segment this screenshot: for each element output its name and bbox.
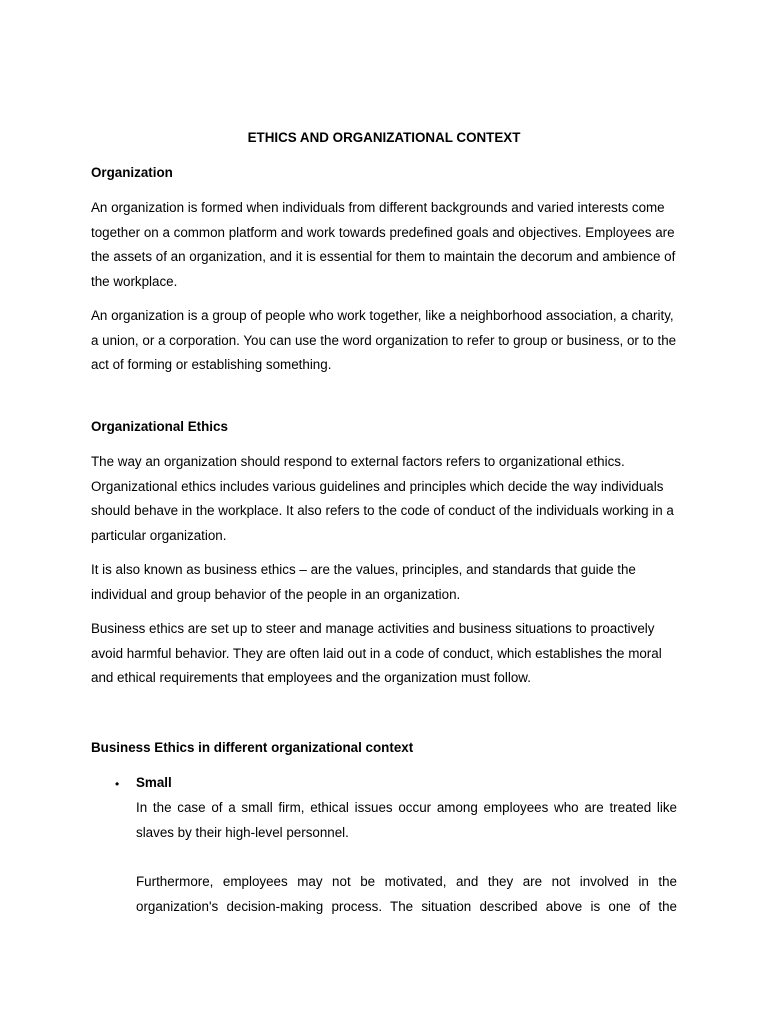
- bullet-title-small: Small: [136, 775, 172, 790]
- document-title: ETHICS AND ORGANIZATIONAL CONTEXT: [247, 130, 521, 145]
- org-ethics-paragraph-1: The way an organization should respond to external factors refers to organizational ethics. Organizational ethics includes various guidelines and principles which decide the way individuals should behave in the workplace. It also refers to the code of conduct of the individuals working in a particular organization.: [91, 454, 674, 543]
- org-ethics-paragraph-2: It is also known as business ethics – are the values, principles, and standards that guide the individual and group behavior of the people in an organization.: [91, 562, 636, 602]
- bullet-marker: •: [115, 777, 120, 791]
- org-ethics-paragraph-3: Business ethics are set up to steer and manage activities and business situations to proactively avoid harmful behavior. They are often laid out in a code of conduct, which establishes the moral and ethical requirements that employees and the organization must follow.: [91, 621, 662, 686]
- bullet-small-paragraph-2: Furthermore, employees may not be motivated, and they are not involved in the organization's decision-making process. The situation described above is one of the: [136, 874, 677, 914]
- section-heading-business-ethics-context: Business Ethics in different organizational context: [91, 740, 414, 755]
- organization-paragraph-1: An organization is formed when individuals from different backgrounds and varied interests come together on a common platform and work towards predefined goals and objectives. Employees are the assets of an organization, and it is essential for them to maintain the decorum and ambience of the workplace.: [91, 200, 676, 289]
- section-heading-organization: Organization: [91, 165, 173, 180]
- section-heading-organizational-ethics: Organizational Ethics: [91, 419, 228, 434]
- organization-paragraph-2: An organization is a group of people who work together, like a neighborhood association, a charity, a union, or a corporation. You can use the word organization to refer to group or business, or to the act of forming or establishing something.: [91, 308, 677, 373]
- bullet-small-paragraph-1: In the case of a small firm, ethical issues occur among employees who are treated like slaves by their high-level personnel.: [136, 800, 677, 840]
